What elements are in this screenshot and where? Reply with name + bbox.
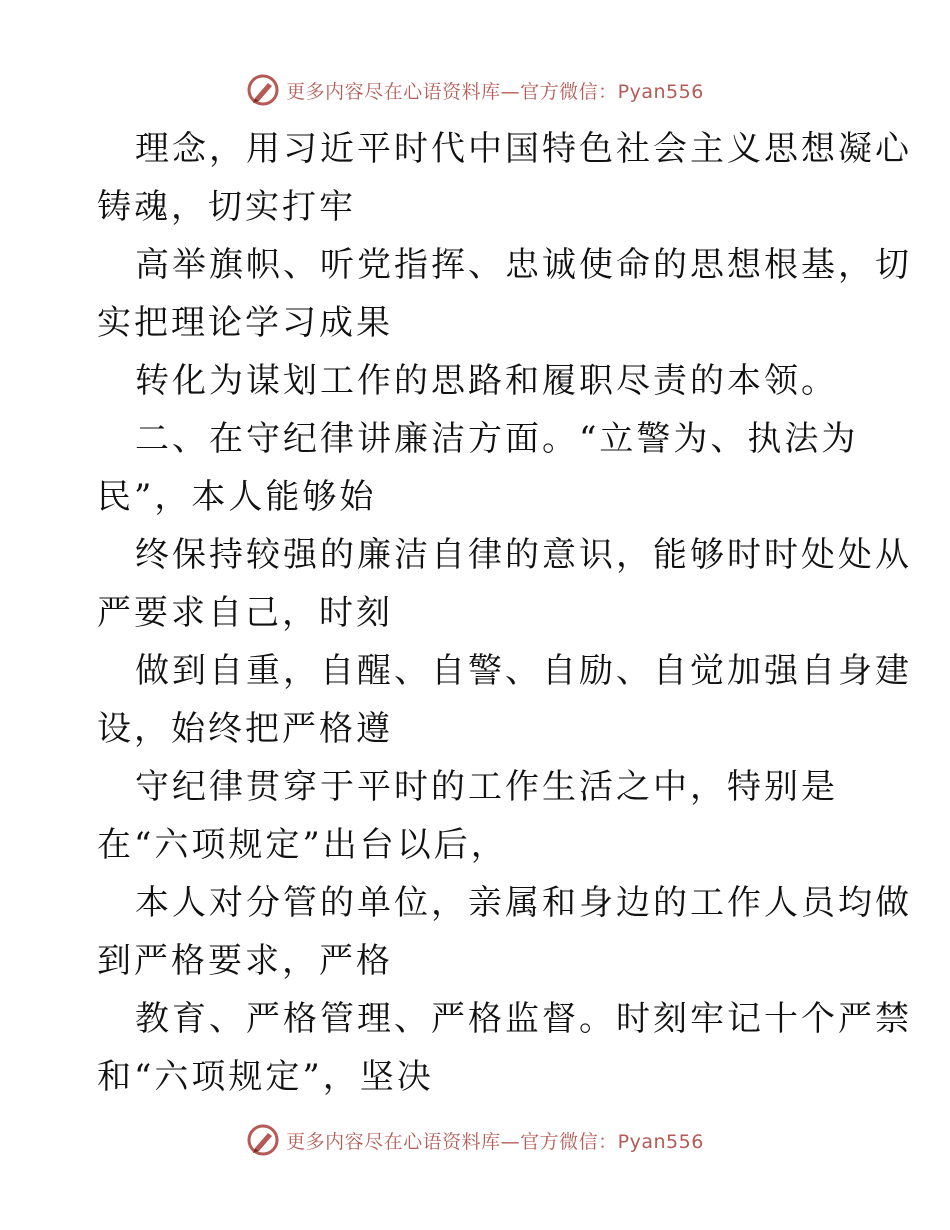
body-text-line: 理念，用习近平时代中国特色社会主义思想凝心 xyxy=(135,129,912,169)
body-text-line: 实把理论学习成果 xyxy=(97,303,393,343)
footer-banner xyxy=(0,1120,950,1160)
body-text-line: 和“六项规定”，坚决 xyxy=(97,1057,434,1097)
header-banner-text: 更多内容尽在心语资料库—官方微信：Pyan556 xyxy=(286,80,704,103)
footer-banner-text: 更多内容尽在心语资料库—官方微信：Pyan556 xyxy=(286,1130,704,1153)
body-text-line: 设，始终把严格遵 xyxy=(97,709,393,749)
header-banner xyxy=(0,70,950,110)
body-text-line: 转化为谋划工作的思路和履职尽责的本领。 xyxy=(135,361,838,401)
document-body xyxy=(97,120,912,1106)
body-text-line: 本人对分管的单位，亲属和身边的工作人员均做 xyxy=(135,883,912,923)
body-text-line: 在“六项规定”出台以后， xyxy=(97,825,508,865)
body-text-line: 教育、严格管理、严格监督。时刻牢记十个严禁 xyxy=(135,999,912,1039)
body-text-line: 守纪律贯穿于平时的工作生活之中，特别是 xyxy=(135,767,838,807)
body-text-line: 高举旗帜、听党指挥、忠诚使命的思想根基，切 xyxy=(135,245,912,285)
pen-logo-icon xyxy=(246,73,280,107)
body-text-line: 到严格要求，严格 xyxy=(97,941,393,981)
body-text-line: 铸魂，切实打牢 xyxy=(97,187,356,227)
body-text-line: 二、在守纪律讲廉洁方面。“立警为、执法为 xyxy=(135,419,859,459)
body-text-line: 终保持较强的廉洁自律的意识，能够时时处处从 xyxy=(135,535,912,575)
body-text-line: 民”，本人能够始 xyxy=(97,477,377,517)
pen-logo-icon xyxy=(246,1123,280,1157)
body-text-line: 严要求自己，时刻 xyxy=(97,593,393,633)
body-text-line: 做到自重，自醒、自警、自励、自觉加强自身建 xyxy=(135,651,912,691)
